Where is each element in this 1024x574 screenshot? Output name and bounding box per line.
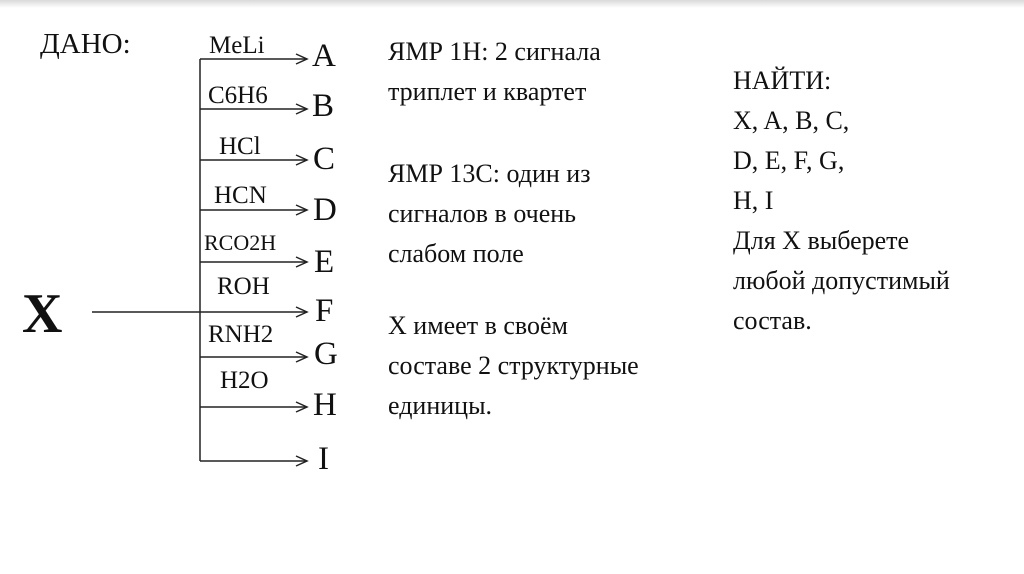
reagent-label-a: MeLi <box>209 32 265 59</box>
find-line-5: любой допустимый <box>733 266 950 295</box>
product-b: B <box>312 88 335 124</box>
reagent-label-c: HCl <box>219 133 261 160</box>
reagent-label-b: C6H6 <box>208 82 268 109</box>
product-i: I <box>318 441 329 477</box>
composition-line-1: X имеет в своём <box>388 311 568 340</box>
product-a: A <box>312 38 336 74</box>
find-heading: НАЙТИ: <box>733 66 832 95</box>
product-c: C <box>313 141 336 177</box>
product-d: D <box>313 192 337 228</box>
find-line-2: D, E, F, G, <box>733 146 845 175</box>
nmr-13c-line-1: ЯМР 13С: один из <box>388 159 591 188</box>
reagent-label-h: H2O <box>220 367 269 394</box>
find-block <box>733 61 950 341</box>
find-line-1: X, A, B, C, <box>733 106 850 135</box>
nmr-13c-line-3: слабом поле <box>388 239 524 268</box>
composition-line-2: составе 2 структурные <box>388 351 639 380</box>
find-line-3: H, I <box>733 186 774 215</box>
nmr-13c-line-2: сигналов в очень <box>388 199 577 228</box>
product-h: H <box>313 387 337 423</box>
composition-text <box>388 306 639 426</box>
find-line-6: состав. <box>733 306 812 335</box>
nmr-13c-text <box>388 154 590 274</box>
nmr-1h-text <box>388 32 601 112</box>
product-f: F <box>315 293 334 329</box>
nmr-1h-line-1: ЯМР 1Н: 2 сигнала <box>388 37 601 66</box>
reagent-label-e: RCO2H <box>204 230 277 255</box>
find-line-4: Для X выберете <box>733 226 910 255</box>
reagent-label-f: ROH <box>217 273 270 300</box>
reagent-label-d: HCN <box>214 182 267 209</box>
product-g: G <box>314 336 338 372</box>
nmr-1h-line-2: триплет и квартет <box>388 77 587 106</box>
given-label: ДАНО: <box>40 28 131 60</box>
reagent-label-g: RNH2 <box>208 321 274 348</box>
product-e: E <box>314 244 335 280</box>
start-compound-x: X <box>22 283 63 345</box>
composition-line-3: единицы. <box>388 391 493 420</box>
